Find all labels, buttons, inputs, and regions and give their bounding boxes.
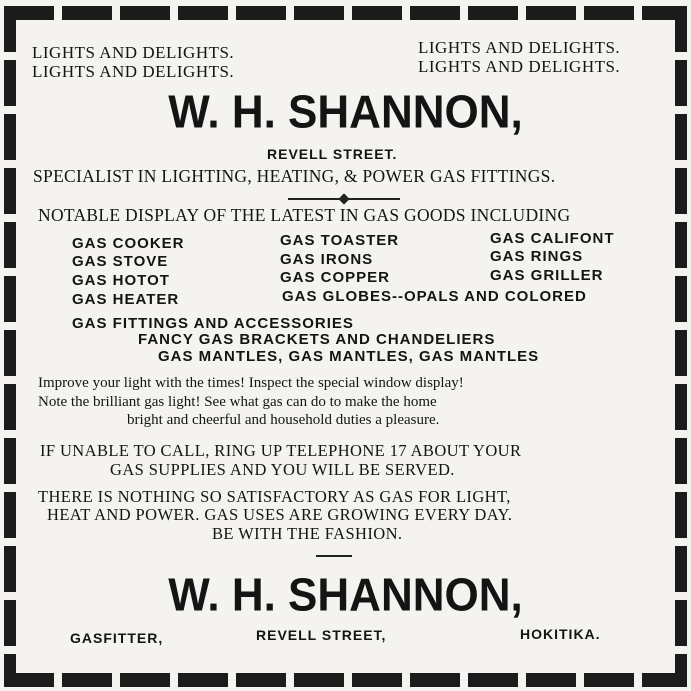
nothing-line-3: BE WITH THE FASHION.	[212, 524, 403, 543]
improve-line-2: Note the brilliant gas light! See what gas can do to make the home	[38, 394, 437, 410]
fittings-line: GAS FITTINGS AND ACCESSORIES	[72, 315, 354, 332]
mantles-line: GAS MANTLES, GAS MANTLES, GAS MANTLES	[158, 348, 540, 365]
goods-item: GAS IRONS	[280, 251, 374, 268]
notable-display-line: NOTABLE DISPLAY OF THE LATEST IN GAS GOODS INCLUDING	[38, 205, 571, 225]
footer-street: REVELL STREET,	[256, 627, 387, 643]
goods-item: GAS GLOBES--OPALS AND COLORED	[282, 288, 587, 305]
street-address: REVELL STREET.	[267, 146, 398, 162]
footer-advertiser-name: W. H. SHANNON,	[168, 569, 523, 622]
telephone-line-2: GAS SUPPLIES AND YOU WILL BE SERVED.	[110, 460, 455, 479]
goods-item: GAS HOTOT	[72, 272, 170, 289]
ornamental-border-bottom	[4, 673, 687, 687]
improve-line-3: bright and cheerful and household duties a pleasure.	[127, 412, 440, 428]
goods-item: GAS COOKER	[72, 235, 185, 252]
footer-trade: GASFITTER,	[70, 630, 164, 646]
slogan-left-2: LIGHTS AND DELIGHTS.	[32, 62, 235, 81]
goods-item: GAS CALIFONT	[490, 230, 615, 247]
goods-item: GAS HEATER	[72, 291, 180, 308]
short-rule	[316, 555, 352, 557]
telephone-line-1: IF UNABLE TO CALL, RING UP TELEPHONE 17 ABOUT YOUR	[40, 441, 522, 460]
rule-diamond-ornament	[338, 193, 349, 204]
specialist-line: SPECIALIST IN LIGHTING, HEATING, & POWER GAS FITTINGS.	[33, 166, 556, 186]
nothing-line-1: THERE IS NOTHING SO SATISFACTORY AS GAS FOR LIGHT,	[38, 487, 511, 506]
goods-item: GAS GRILLER	[490, 267, 604, 284]
ornamental-border-top	[4, 6, 687, 20]
slogan-right-2: LIGHTS AND DELIGHTS.	[418, 57, 621, 76]
brackets-line: FANCY GAS BRACKETS AND CHANDELIERS	[138, 331, 496, 348]
goods-item: GAS STOVE	[72, 253, 169, 270]
goods-item: GAS TOASTER	[280, 232, 400, 249]
improve-line-1: Improve your light with the times! Inspect the special window display!	[38, 375, 464, 391]
slogan-right-1: LIGHTS AND DELIGHTS.	[418, 38, 621, 57]
advertiser-name-heading: W. H. SHANNON,	[168, 86, 523, 139]
slogan-left-1: LIGHTS AND DELIGHTS.	[32, 43, 235, 62]
goods-item: GAS RINGS	[490, 248, 584, 265]
nothing-line-2: HEAT AND POWER. GAS USES ARE GROWING EVERY DAY.	[47, 505, 513, 524]
goods-item: GAS COPPER	[280, 269, 391, 286]
footer-town: HOKITIKA.	[520, 626, 601, 642]
